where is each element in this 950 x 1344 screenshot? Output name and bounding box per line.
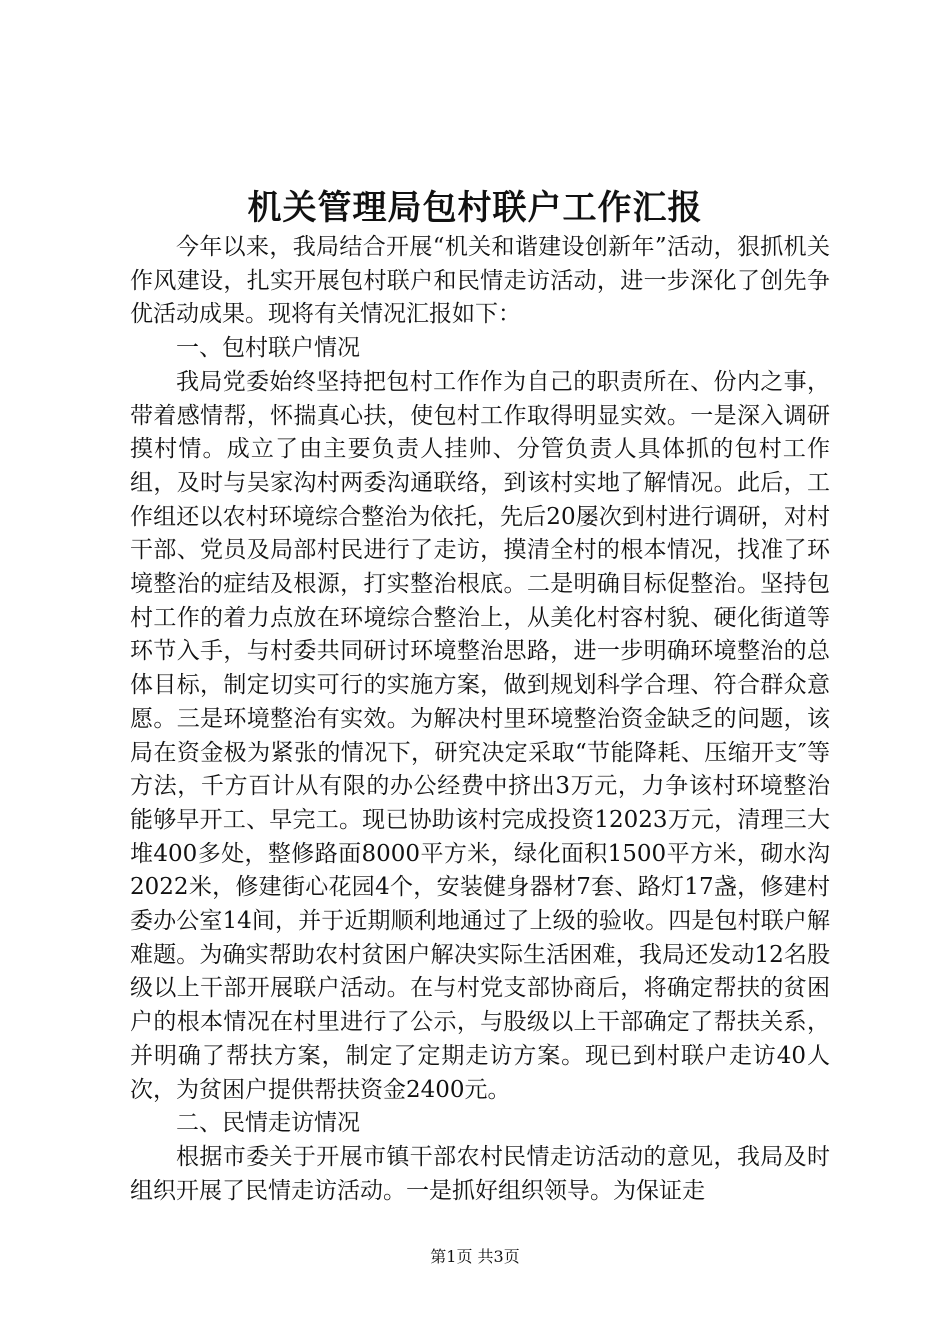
- page-number-footer: 第1页 共3页: [430, 1247, 520, 1266]
- document-body: [130, 231, 830, 1208]
- section2-heading: 二、民情走访情况: [176, 1110, 360, 1137]
- section1-paragraph: 我局党委始终坚持把包村工作作为自己的职责所在、份内之事，带着感情帮，怀揣真心扶，使包村工作取得明显实效。一是深入调研摸村情。成立了由主要负责人挂帅、分管负责人具体抓的包村工作组，及时与吴家沟村两委沟通联络，到该村实地了解情况。此后，工作组还以农村环境综合整治为依托，先后20屡次到村进行调研，对村干部、党员及局部村民进行了走访，摸清全村的根本情况，找准了环境整治的症结及根源，打实整治根底。二是明确目标促整治。坚持包村工作的着力点放在环境综合整治上，从美化村容村貌、硬化街道等环节入手，与村委共同研讨环境整治思路，进一步明确环境整治的总体目标，制定切实可行的实施方案，做到规划科学合理、符合群众意愿。三是环境整治有实效。为解决村里环境整治资金缺乏的问题，该局在资金极为紧张的情况下，研究决定采取“节能降耗、压缩开支″等方法，千方百计从有限的办公经费中挤出3万元，力争该村环境整治能够早开工、早完工。现已协助该村完成投资12023万元，清理三大堆400多处，整修路面8000平方米，绿化面积1500平方米，砌水沟2022米，修建街心花园4个，安装健身器材7套、路灯17盏，修建村委办公室14间，并于近期顺利地通过了上级的验收。四是包村联户解难题。为确实帮助农村贫困户解决实际生活困难，我局还发动12名股级以上干部开展联户活动。在与村党支部协商后，将确定帮扶的贫困户的根本情况在村里进行了公示，与股级以上干部确定了帮扶关系，并明确了帮扶方案，制定了定期走访方案。现已到村联户走访40人次，为贫困户提供帮扶资金2400元。: [130, 368, 830, 1103]
- document-title: 机关管理局包村联户工作汇报: [247, 188, 703, 228]
- intro-paragraph: 今年以来，我局结合开展“机关和谐建设创新年”活动，狠抓机关作风建设，扎实开展包村联户和民情走访活动，进一步深化了创先争优活动成果。现将有关情况汇报如下：: [130, 234, 830, 328]
- section1-heading: 一、包村联户情况: [176, 335, 360, 362]
- section2-paragraph: 根据市委关于开展市镇干部农村民情走访活动的意见，我局及时组织开展了民情走访活动。一是抓好组织领导。为保证走: [130, 1143, 830, 1204]
